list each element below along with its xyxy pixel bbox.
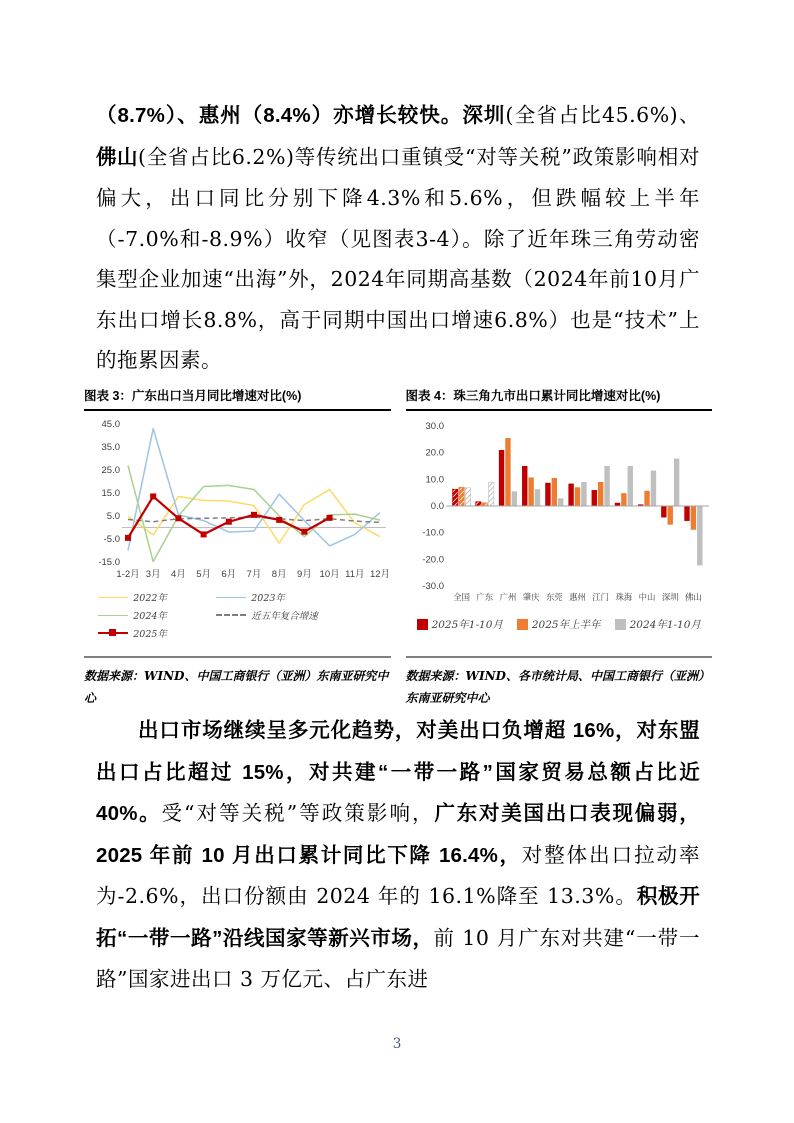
svg-text:0.0: 0.0 (430, 501, 444, 512)
svg-text:45.0: 45.0 (101, 419, 120, 430)
svg-text:-10.0: -10.0 (421, 527, 444, 539)
paragraph-2 (96, 710, 700, 1000)
figures-row (84, 388, 712, 709)
text-segment: (全省占比6.2%)等传统出口重镇受“对等关税”政策影响相对偏大，出口同比分别下降4.3%和5.6%，但跌幅较上半年（-7.0%和-8.9%）收窄（见图表3-4）。除了近年珠三角劳动密集型企业加速“出海”外，2024年同期高基数（2024年前10月广东出口增长8.8%，高于同期中国出口增速6.8%）也是“技术”上的拖累因素。 (96, 144, 700, 372)
figure-4-source: 数据来源：WIND、各市统计局、中国工商银行（亚洲）东南亚研究中心 (406, 656, 713, 709)
legend-item (216, 608, 376, 622)
svg-text:东莞: 东莞 (545, 592, 563, 602)
svg-text:20.0: 20.0 (425, 447, 444, 459)
legend-label: 2024年 (133, 611, 167, 622)
legend-label: 2025年上半年 (531, 619, 601, 631)
legend-label: 2023年 (251, 593, 285, 604)
bar-chart-legend (406, 617, 713, 632)
svg-text:15.0: 15.0 (101, 488, 120, 499)
legend-label: 近五年复合增速 (251, 611, 318, 622)
svg-text:全国: 全国 (452, 592, 470, 602)
svg-text:-5.0: -5.0 (103, 534, 120, 545)
legend-label: 2025年 (133, 629, 167, 640)
figure-3-body (84, 411, 391, 656)
line-chart (84, 416, 391, 586)
figure-3 (84, 388, 391, 709)
legend-swatch (417, 619, 428, 630)
legend-item (216, 590, 376, 604)
legend-item (98, 590, 216, 604)
legend-swatch (98, 615, 128, 616)
text-segment: 受“对等关税”等政策影响， (161, 801, 435, 825)
svg-text:7月: 7月 (246, 569, 262, 580)
svg-text:4月: 4月 (171, 569, 186, 580)
figure-4-title: 图表 4：珠三角九市出口累计同比增速对比(%) (406, 388, 713, 411)
legend-item (417, 617, 503, 632)
text-segment: 佛山 (96, 145, 138, 169)
svg-text:35.0: 35.0 (101, 442, 120, 453)
figure-3-title: 图表 3：广东出口当月同比增速对比(%) (84, 388, 391, 411)
svg-text:12月: 12月 (369, 569, 391, 580)
svg-text:1-2月: 1-2月 (116, 569, 140, 580)
text-segment: 前 10 月广东对共建“一带一路”国家进出口 3 万亿元、占广东进 (96, 925, 700, 991)
legend-item (98, 608, 216, 622)
page-number: 3 (392, 1036, 402, 1052)
legend-swatch (216, 597, 246, 598)
svg-text:深圳: 深圳 (661, 592, 679, 602)
svg-text:11月: 11月 (345, 569, 365, 580)
line-chart-legend (84, 590, 391, 640)
legend-item (98, 626, 216, 640)
legend-swatch (216, 614, 246, 616)
legend-item (517, 617, 601, 632)
text-segment: 广东对美国出口表现偏弱，2025 年前 10 月出口累计同比下降 16.4%， (96, 802, 700, 867)
svg-text:-15.0: -15.0 (98, 557, 120, 568)
svg-text:广东: 广东 (475, 592, 493, 602)
text-segment: （8.7%）、惠州（8.4%）亦增长较快。 (96, 104, 463, 127)
svg-text:8月: 8月 (271, 569, 287, 580)
legend-swatch (98, 632, 128, 634)
svg-text:江门: 江门 (591, 592, 609, 602)
svg-text:10.0: 10.0 (425, 474, 444, 486)
legend-swatch (98, 597, 128, 598)
svg-text:中山: 中山 (638, 592, 655, 602)
svg-text:佛山: 佛山 (684, 592, 702, 602)
legend-swatch (517, 619, 528, 630)
svg-text:-30.0: -30.0 (421, 581, 444, 592)
svg-text:-20.0: -20.0 (421, 554, 444, 566)
text-segment: 对整体出口拉动率为-2.6%，出口份额由 2024 年的 16.1%降至 13.3%。 (96, 842, 701, 908)
legend-swatch (615, 619, 626, 630)
svg-text:6月: 6月 (221, 569, 237, 580)
paragraph-1 (96, 95, 700, 381)
svg-text:广州: 广州 (499, 592, 516, 602)
legend-label: 2024年1-10月 (629, 619, 701, 631)
svg-text:惠州: 惠州 (568, 592, 586, 602)
figure-4-body (406, 411, 713, 656)
svg-text:30.0: 30.0 (425, 421, 444, 432)
text-segment: (全省占比45.6%)、 (505, 103, 700, 127)
text-segment: 出口市场继续呈多元化趋势，对美出口负增超 16%，对东盟出口占比超过 15%，对共建“一带一路”国家贸易总额占比近 40%。 (96, 719, 700, 825)
figure-4 (406, 388, 713, 709)
svg-text:5.0: 5.0 (106, 511, 120, 522)
svg-text:10月: 10月 (319, 569, 340, 580)
svg-text:5月: 5月 (196, 569, 211, 580)
svg-text:9月: 9月 (297, 569, 312, 580)
figure-3-source: 数据来源：WIND、中国工商银行（亚洲）东南亚研究中心 (84, 656, 391, 709)
svg-text:25.0: 25.0 (101, 465, 120, 476)
svg-text:肇庆: 肇庆 (522, 592, 540, 602)
svg-text:珠海: 珠海 (614, 592, 632, 602)
text-segment: 积极开拓“一带一路”沿线国家等新兴市场， (96, 885, 700, 950)
text-segment: 深圳 (462, 104, 506, 127)
legend-item (615, 617, 701, 632)
legend-label: 2025年1-10月 (431, 619, 503, 631)
legend-label: 2022年 (133, 593, 167, 604)
bar-chart (406, 416, 713, 614)
svg-text:3月: 3月 (145, 569, 161, 580)
